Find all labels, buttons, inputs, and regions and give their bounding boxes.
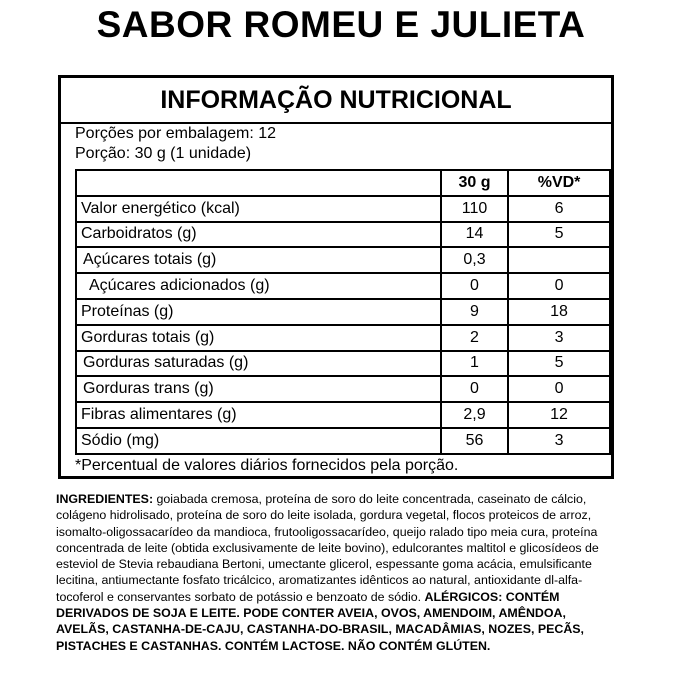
header-amount: 30 g [441,170,508,196]
nutrient-amount: 0 [441,376,508,402]
nutrient-amount: 56 [441,428,508,454]
ingredients-block [56,491,616,654]
nutrient-daily-value: 5 [508,351,610,377]
table-row [76,273,610,299]
nutrient-amount: 9 [441,299,508,325]
title-divider [61,122,611,124]
ingredients-text: goiabada cremosa, proteína de soro do leite concentrada, caseinato de cálcio, colágeno hidrolisado, proteína de soro do leite isolada, gordura vegetal, flocos proteicos de arroz, isomalto-oligossacarídeo da mandioca, frutooligossacarídeo, queijo ralado tipo meia cura, proteína concentrada de leite (obtida exclusivamente de leite bovino), edulcorantes maltitol e glicosídeos de esteviol de Stevia rebaudiana Bertoni, umectante glicerol, espessante goma acácia, emulsificante lecitina, antiumectante fosfato tricálcico, aromatizantes idênticos ao natural, antioxidante dl-alfa-tocoferol e conservantes sorbato de potássio e benzoato de sódio. [56,492,599,604]
nutrient-daily-value: 18 [508,299,610,325]
table-row [76,351,610,377]
serving-size: Porção: 30 g (1 unidade) [75,145,252,162]
nutrient-daily-value [508,247,610,273]
header-daily-value: %VD* [508,170,610,196]
nutrient-amount: 0,3 [441,247,508,273]
nutrient-amount: 1 [441,351,508,377]
table-row [76,325,610,351]
nutrient-daily-value: 3 [508,325,610,351]
nutrient-name: Valor energético (kcal) [76,196,441,222]
nutrition-table [75,169,611,455]
nutrient-name: Açúcares adicionados (g) [76,273,441,299]
nutrient-daily-value: 5 [508,222,610,248]
nutrition-panel-title: INFORMAÇÃO NUTRICIONAL [160,86,512,114]
table-row [76,428,610,454]
ingredients-label: INGREDIENTES: [56,492,154,506]
nutrient-name: Gorduras saturadas (g) [76,351,441,377]
product-flavor-title: SABOR ROMEU E JULIETA [96,4,586,45]
nutrient-amount: 2,9 [441,402,508,428]
nutrient-name: Gorduras trans (g) [76,376,441,402]
table-header-row [76,170,610,196]
allergens-statement: ALÉRGICOS: CONTÉM DERIVADOS DE SOJA E LEITE. PODE CONTER AVEIA, OVOS, AMENDOIM, AMÊNDOA, AVELÃS, CASTANHA-DE-CAJU, CASTANHA-DO-BRASIL, MACADÂMIAS, NOZES, PECÃS, PISTACHES E CASTANHAS. CONTÉM LACTOSE. NÃO CONTÉM GLÚTEN. [56,589,584,653]
nutrition-facts-panel [58,75,614,479]
nutrient-amount: 0 [441,273,508,299]
nutrient-daily-value: 12 [508,402,610,428]
nutrient-name: Carboidratos (g) [76,222,441,248]
nutrient-amount: 110 [441,196,508,222]
table-row [76,402,610,428]
header-blank-cell [76,170,441,196]
nutrient-name: Fibras alimentares (g) [76,402,441,428]
table-row [76,376,610,402]
nutrient-daily-value: 0 [508,376,610,402]
table-row [76,299,610,325]
table-row [76,196,610,222]
servings-per-package: Porções por embalagem: 12 [75,125,276,142]
nutrient-name: Açúcares totais (g) [76,247,441,273]
nutrient-amount: 2 [441,325,508,351]
nutrient-amount: 14 [441,222,508,248]
table-row [76,222,610,248]
nutrient-daily-value: 3 [508,428,610,454]
nutrient-name: Sódio (mg) [76,428,441,454]
daily-value-footnote: *Percentual de valores diários fornecidos pela porção. [75,457,459,474]
nutrient-name: Gorduras totais (g) [76,325,441,351]
nutrient-daily-value: 6 [508,196,610,222]
nutrient-daily-value: 0 [508,273,610,299]
nutrient-name: Proteínas (g) [76,299,441,325]
table-row [76,247,610,273]
